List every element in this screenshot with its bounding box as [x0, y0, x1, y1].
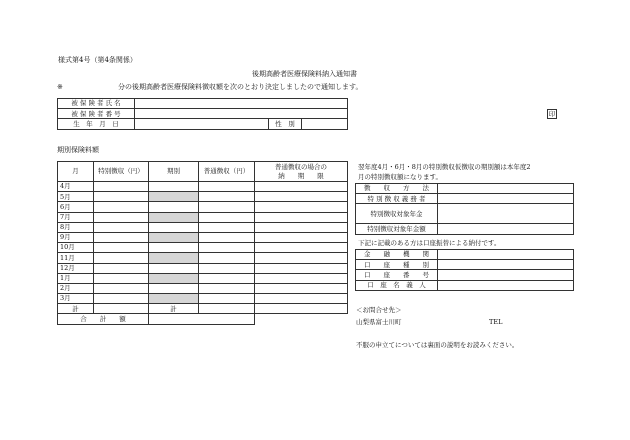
month-cell: 10月: [58, 243, 94, 253]
table-row: [58, 212, 348, 222]
subtotal-mid-label: 計: [149, 304, 199, 314]
period-section-title: 期別保険料額: [57, 146, 99, 154]
month-cell: 8月: [58, 222, 94, 232]
deadline-header-line2: 納 期 限: [278, 171, 324, 180]
institution-label: 金 融 機 関: [356, 250, 438, 260]
table-row: [58, 253, 348, 263]
sex-label: 性 別: [269, 119, 302, 129]
contact-office: 山梨県富士川町: [356, 318, 402, 326]
insured-name-value: [135, 99, 348, 109]
document-title: 後期高齢者医療保険料納入通知書: [252, 70, 357, 78]
intro-text: 分の後期高齢者医療保険料徴収額を次のとおり決定しましたので通知します。: [118, 83, 363, 91]
pension-label: 特別徴収対象年金: [356, 204, 438, 224]
form-number: 様式第4号（第4条関係）: [58, 56, 137, 64]
table-row: [58, 283, 348, 293]
table-row: [58, 243, 348, 253]
bank-table: [355, 249, 574, 291]
subtotal-row: [58, 304, 348, 314]
account-type-label: 口 座 種 別: [356, 260, 438, 270]
subtotal-label: 計: [58, 304, 94, 314]
account-number-label: 口 座 番 号: [356, 270, 438, 280]
month-cell: 4月: [58, 182, 94, 192]
insured-number-value: [135, 109, 348, 119]
special-note-line2: 月の特別徴収額になります。: [358, 173, 442, 181]
special-collection-table: [355, 183, 574, 235]
seal-stamp: 印: [548, 110, 556, 118]
birth-date-value: [135, 119, 269, 129]
pension-amount-label: 特別徴収対象年金額: [356, 224, 438, 234]
total-row: [58, 314, 348, 324]
month-cell: 1月: [58, 273, 94, 283]
insured-name-label: 被 保 険 者 氏 名: [58, 99, 135, 109]
table-row: [58, 222, 348, 232]
note-mark: ※: [57, 83, 63, 91]
table-row: [58, 182, 348, 192]
table-row: [58, 232, 348, 242]
obligor-label: 特 別 徴 収 義 務 者: [356, 194, 438, 204]
contact-heading: ＜お問合せ先＞: [356, 306, 402, 314]
month-cell: 6月: [58, 202, 94, 212]
special-note-line1: 翌年度4月・6月・8月の特別徴収仮徴収の期別額は本年度2: [358, 163, 531, 171]
birth-date-label: 生 年 月 日: [58, 119, 135, 129]
appeal-note: 不服の申立てについては裏面の説明をお読みください。: [356, 341, 519, 349]
month-cell: 5月: [58, 192, 94, 202]
account-holder-label: 口 座 名 義 人: [356, 280, 438, 290]
month-cell: 3月: [58, 294, 94, 304]
table-row: [58, 273, 348, 283]
insured-table: [57, 98, 348, 130]
table-row: [58, 294, 348, 304]
col-term-header: 期別: [149, 162, 199, 182]
table-row: [58, 263, 348, 273]
col-deadline-header: [255, 162, 348, 182]
col-ordinary-header: 普通徴収（円）: [199, 162, 255, 182]
deadline-header-line1: 普通徴収の場合の: [275, 163, 327, 172]
period-table: [57, 161, 348, 325]
table-row: [58, 192, 348, 202]
month-cell: 9月: [58, 232, 94, 242]
col-special-header: 特別徴収（円）: [94, 162, 149, 182]
col-month-header: 月: [58, 162, 94, 182]
month-cell: 2月: [58, 283, 94, 293]
sex-value: [302, 119, 348, 129]
insured-number-label: 被 保 険 者 番 号: [58, 109, 135, 119]
table-row: [58, 202, 348, 212]
total-label: 合 計 額: [58, 314, 149, 324]
collection-method-label: 徴 収 方 法: [356, 184, 438, 194]
contact-tel-label: TEL: [489, 318, 503, 326]
month-cell: 7月: [58, 212, 94, 222]
bank-transfer-note: 下記に記載のある方は口座振替による納付です。: [358, 239, 501, 247]
month-cell: 12月: [58, 263, 94, 273]
month-cell: 11月: [58, 253, 94, 263]
